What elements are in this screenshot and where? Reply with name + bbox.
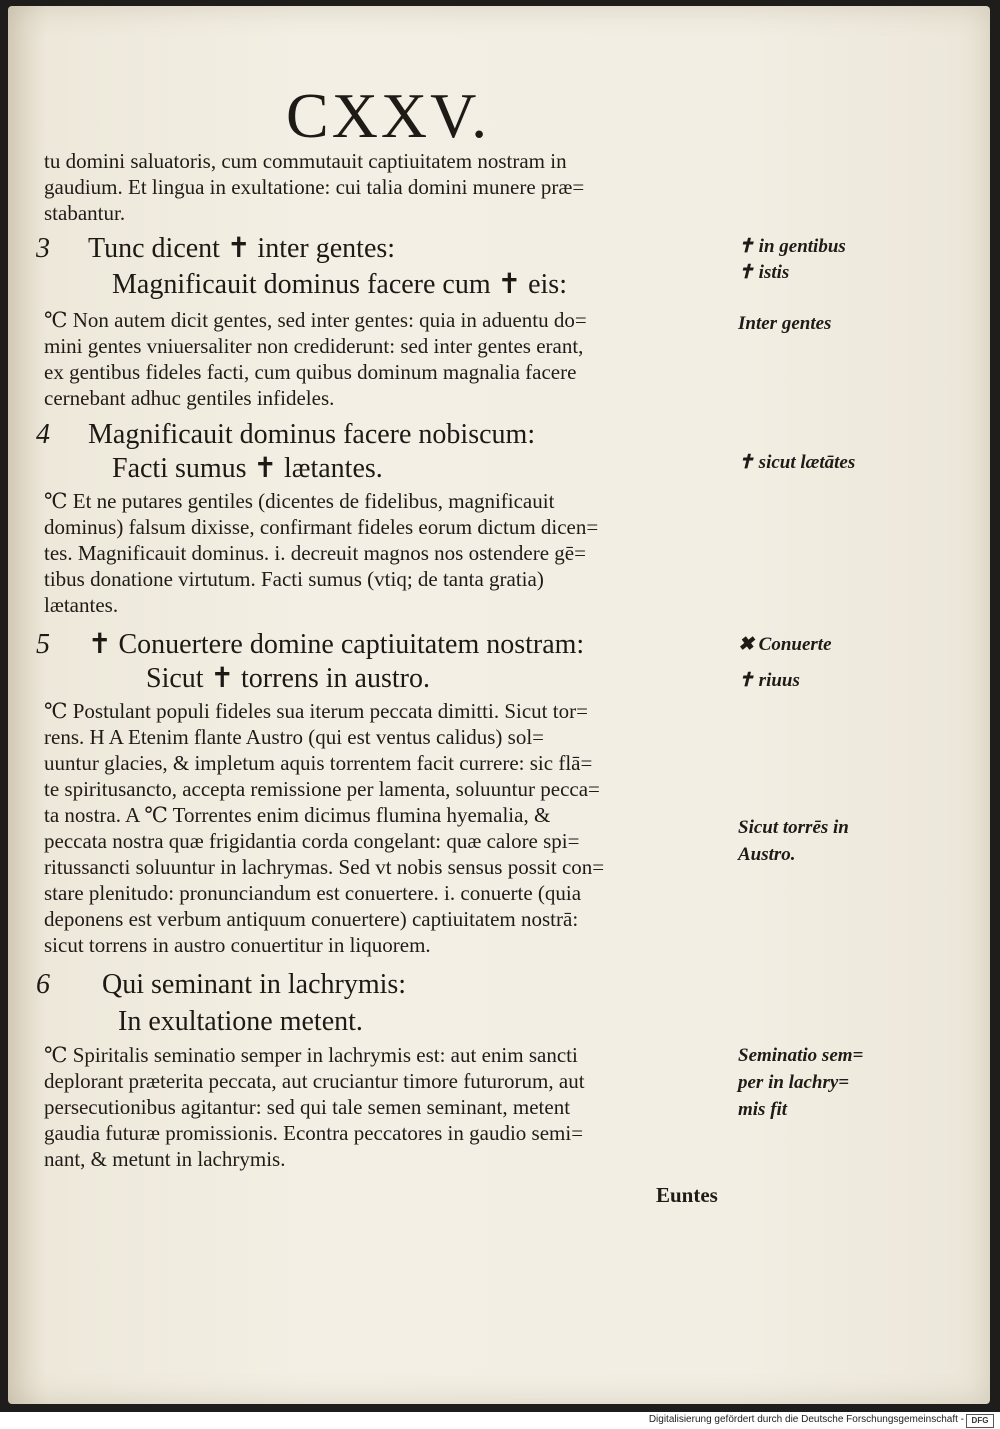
gloss-line: lætantes. [44,593,119,617]
text-line: gaudium. Et lingua in exultatione: cui talia domini munere præ= [44,175,585,199]
gloss-line: peccata nostra quæ frigidantia corda congelant: quæ calore spi= [44,829,580,853]
folio-number: CXXV. [286,80,491,151]
gloss-line: persecutionibus agitantur: sed qui tale semen seminant, metent [44,1095,571,1119]
gloss-line: rens. H A Etenim flante Austro (qui est ventus calidus) sol= [44,725,545,749]
verse-number: 6 [36,969,50,1000]
gloss-line: stare plenitudo: pronunciandum est conuertere. i. conuerte (quia [44,881,582,905]
margin-note: per in lachry= [738,1072,850,1093]
verse-line: Qui seminant in lachrymis: [102,969,407,1000]
verse-number: 3 [36,233,50,264]
text-line: stabantur. [44,201,126,225]
margin-note: ✖ Conuerte [738,634,832,655]
gloss-line: ta nostra. A ℃ Torrentes enim dicimus flumina hyemalia, & [44,803,551,827]
gloss-line: mini gentes vniuersaliter non crediderunt: sed inter gentes erant, [44,334,584,358]
margin-note: mis fit [738,1099,788,1120]
margin-note: Sicut torrēs in [738,817,849,838]
margin-note: Seminatio sem= [738,1045,864,1066]
verse-line: Sicut ✝ torrens in austro. [146,663,430,694]
verse-line: Magnificauit dominus facere nobiscum: [88,419,536,450]
gloss-line: ℃ Spiritalis seminatio semper in lachrymis est: aut enim sancti [44,1043,578,1067]
dfg-logo: DFG [966,1414,994,1428]
gloss-line: ℃ Non autem dicit gentes, sed inter gentes: quia in aduentu do= [44,308,587,332]
text-line: tu domini saluatoris, cum commutauit captiuitatem nostram in [44,149,567,173]
margin-note: ✝ sicut lætātes [738,452,856,473]
gloss-line: ℃ Postulant populi fideles sua iterum peccata dimitti. Sicut tor= [44,699,588,723]
gloss-line: te spiritusancto, accepta remissione per lamenta, soluuntur pecca= [44,777,600,801]
gloss-line: nant, & metunt in lachrymis. [44,1147,286,1171]
margin-note: ✝ istis [738,262,790,283]
gloss-line: dominus) falsum dixisse, confirmant fideles eorum dictum dicen= [44,515,599,539]
gloss-line: ex gentibus fideles facti, cum quibus dominum magnalia facere [44,360,577,384]
verse-number: 4 [36,419,50,450]
verse-number: 5 [36,629,50,660]
gloss-line: uuntur glacies, & impletum aquis torrentem facit currere: sic flā= [44,751,593,775]
margin-note: ✝ in gentibus [738,236,846,257]
gloss-line: cernebant adhuc gentiles infideles. [44,386,335,410]
verse-line: Tunc dicent ✝ inter gentes: [88,233,396,264]
margin-note: Austro. [738,844,796,865]
gloss-line: deponens est verbum antiquum conuertere) captiuitatem nostrā: [44,907,579,931]
gloss-line: tes. Magnificauit dominus. i. decreuit magnos nos ostendere gē= [44,541,586,565]
verse-line: ✝ Conuertere domine captiuitatem nostram: [88,629,585,660]
gloss-line: ℃ Et ne putares gentiles (dicentes de fidelibus, magnificauit [44,489,555,513]
gloss-line: ritussancti soluuntur in lachrymas. Sed vt nobis sensus possit con= [44,855,605,879]
margin-note: ✝ riuus [738,670,800,691]
verse-line: In exultatione metent. [118,1006,363,1037]
gloss-line: deplorant præterita peccata, aut cruciantur timore futurorum, aut [44,1069,585,1093]
gloss-line: tibus donatione virtutum. Facti sumus (vtiq; de tanta gratia) [44,567,544,591]
verse-line: Magnificauit dominus facere cum ✝ eis: [112,269,567,300]
catchword: Euntes [656,1183,718,1207]
verse-line: Facti sumus ✝ lætantes. [112,453,383,484]
gloss-line: sicut torrens in austro conuertitur in liquorem. [44,933,431,957]
gloss-line: gaudia futuræ promissionis. Econtra peccatores in gaudio semi= [44,1121,584,1145]
margin-note: Inter gentes [738,313,832,334]
footer-credit: Digitalisierung gefördert durch die Deutsche Forschungsgemeinschaft - [648,1414,964,1425]
